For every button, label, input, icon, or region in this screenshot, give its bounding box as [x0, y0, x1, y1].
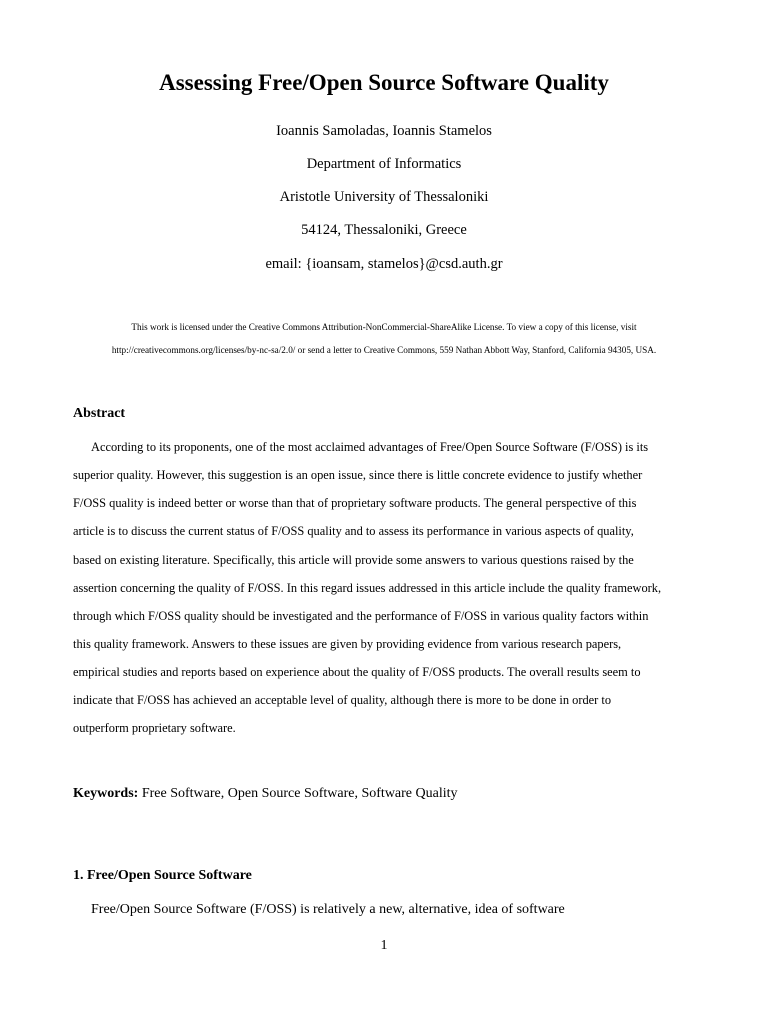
abstract-heading: Abstract [73, 406, 126, 421]
keywords-label: Keywords: [73, 786, 139, 801]
abstract-line: through which F/OSS quality should be investigated and the performance of F/OSS in various quality factors within [73, 609, 649, 623]
university: Aristotle University of Thessaloniki [279, 189, 489, 205]
abstract-line: F/OSS quality is indeed better or worse than that of proprietary software products. The general perspective of this [73, 496, 637, 510]
abstract-line: empirical studies and reports based on experience about the quality of F/OSS products. The overall results seem to [73, 665, 641, 679]
abstract-line: article is to discuss the current status of F/OSS quality and to assess its performance in various aspects of quality, [73, 524, 634, 538]
license-line: http://creativecommons.org/licenses/by-nc-sa/2.0/ or send a letter to Creative Commons, 559 Nathan Abbott Way, Stanford, California 94305, USA. [111, 345, 657, 355]
abstract-line: assertion concerning the quality of F/OSS. In this regard issues addressed in this article include the quality framework, [73, 581, 662, 595]
paper-title: Assessing Free/Open Source Software Quality [159, 70, 609, 95]
section-1-heading: 1. Free/Open Source Software [73, 868, 252, 883]
address: 54124, Thessaloniki, Greece [301, 222, 467, 238]
abstract-line: indicate that F/OSS has achieved an acceptable level of quality, although there is more to be done in order to [73, 693, 612, 707]
keywords [73, 784, 458, 804]
authors: Ioannis Samoladas, Ioannis Stamelos [276, 123, 492, 139]
abstract-line: superior quality. However, this suggestion is an open issue, since there is little concrete evidence to justify whether [73, 468, 643, 482]
section-1-first-line: Free/Open Source Software (F/OSS) is relatively a new, alternative, idea of software [91, 902, 565, 917]
abstract-line: based on existing literature. Specifically, this article will provide some answers to various questions raised by the [73, 553, 634, 567]
abstract-line: this quality framework. Answers to these issues are given by providing evidence from various research papers, [73, 637, 622, 651]
keywords-text: Free Software, Open Source Software, Software Quality [138, 786, 458, 801]
email: email: {ioansam, stamelos}@csd.auth.gr [265, 256, 503, 272]
license-line: This work is licensed under the Creative Commons Attribution-NonCommercial-ShareAlike License. To view a copy of this license, visit [131, 322, 637, 332]
department: Department of Informatics [306, 156, 462, 172]
page-number: 1 [380, 938, 388, 953]
abstract-line: According to its proponents, one of the most acclaimed advantages of Free/Open Source Software (F/OSS) is its [91, 440, 649, 454]
abstract-line: outperform proprietary software. [73, 721, 236, 735]
